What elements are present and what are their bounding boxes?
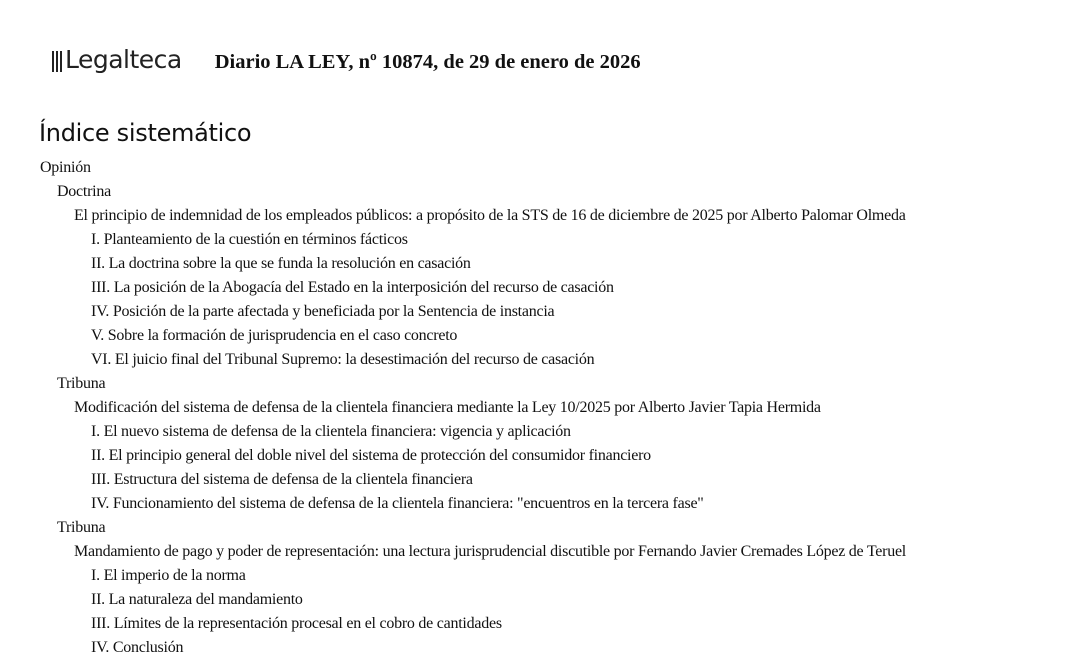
publication-title: Diario LA LEY, nº 10874, de 29 de enero de 2026 [214,50,641,73]
toc-article[interactable]: El principio de indemnidad de los empleados públicos: a propósito de la STS de 16 de diciembre de 2025 por Alberto Palomar Olmeda [74,207,906,224]
toc-article[interactable]: Mandamiento de pago y poder de representación: una lectura jurisprudencial discutible por Fernando Javier Cremades López de Teruel [74,543,906,560]
toc-category[interactable]: Tribuna [57,519,106,536]
toc-article[interactable]: Modificación del sistema de defensa de la clientela financiera mediante la Ley 10/2025 por Alberto Javier Tapia Hermida [74,399,821,416]
toc-category[interactable]: Doctrina [57,183,111,200]
toc-chapter[interactable]: VI. El juicio final del Tribunal Supremo: la desestimación del recurso de casación [91,351,595,368]
table-of-contents [40,156,1085,657]
toc-chapter[interactable]: V. Sobre la formación de jurisprudencia en el caso concreto [91,327,458,344]
toc-chapter[interactable]: I. Planteamiento de la cuestión en términos fácticos [91,231,408,248]
toc-chapter[interactable]: III. Estructura del sistema de defensa de la clientela financiera [91,471,473,488]
toc-chapter[interactable]: IV. Funcionamiento del sistema de defensa de la clientela financiera: "encuentros en la tercera fase" [91,495,704,512]
toc-chapter[interactable]: IV. Posición de la parte afectada y beneficiada por la Sentencia de instancia [91,303,555,320]
toc-section[interactable]: Opinión [40,159,91,176]
toc-chapter[interactable]: II. El principio general del doble nivel del sistema de protección del consumidor financiero [91,447,651,464]
toc-chapter[interactable]: II. La naturaleza del mandamiento [91,591,303,608]
toc-category[interactable]: Tribuna [57,375,106,392]
toc-chapter[interactable]: III. La posición de la Abogacía del Estado en la interposición del recurso de casación [91,279,614,296]
logo-text: Legalteca [64,45,182,74]
toc-chapter[interactable]: I. El imperio de la norma [91,567,246,584]
page-header [52,40,641,80]
toc-chapter[interactable]: III. Límites de la representación procesal en el cobro de cantidades [91,615,502,632]
logo-bars-icon [52,51,64,72]
legalteca-logo[interactable] [52,45,182,75]
index-title: Índice sistemático [39,119,252,147]
toc-chapter[interactable]: II. La doctrina sobre la que se funda la resolución en casación [91,255,471,272]
toc-chapter[interactable]: IV. Conclusión [91,639,184,656]
toc-chapter[interactable]: I. El nuevo sistema de defensa de la clientela financiera: vigencia y aplicación [91,423,571,440]
